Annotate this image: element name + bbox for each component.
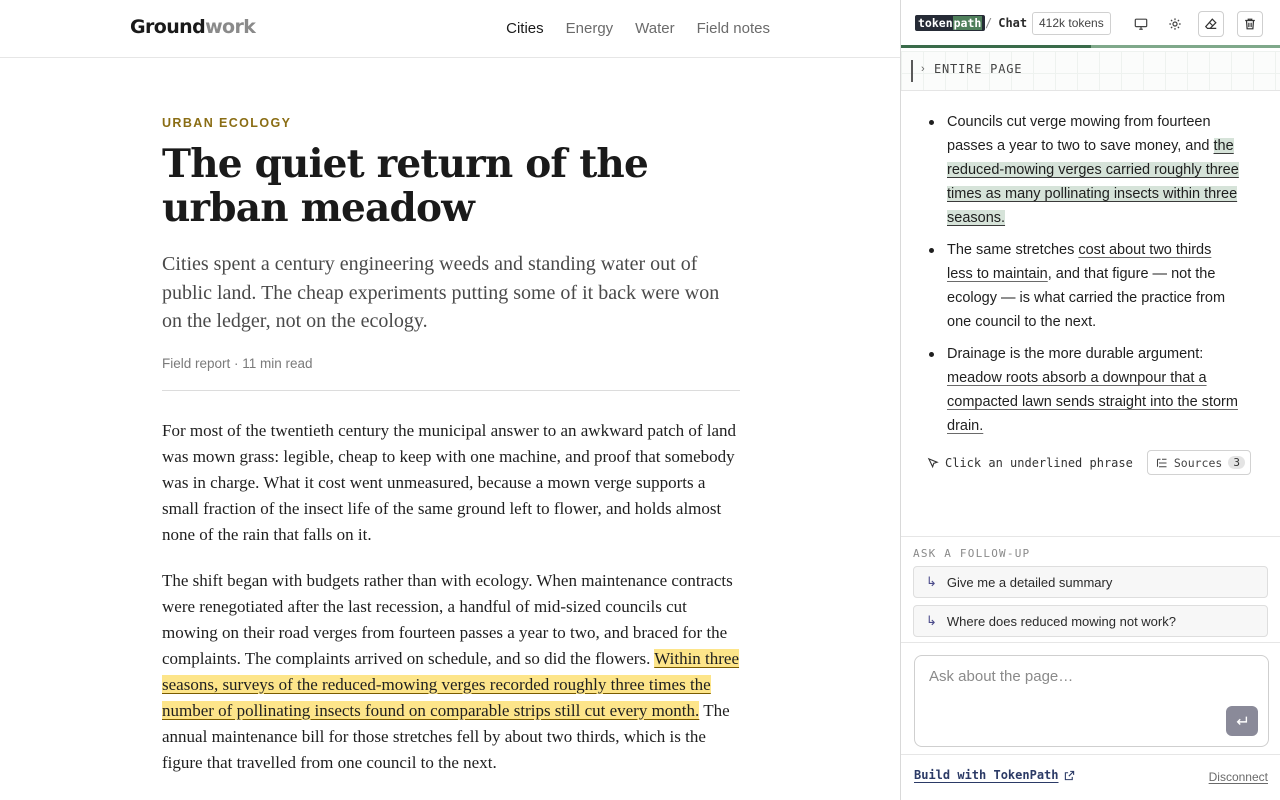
- answer-bullet-3: [927, 342, 1241, 438]
- citation-hint-text: Click an underlined phrase: [945, 455, 1133, 470]
- article-kicker: URBAN ECOLOGY: [162, 116, 292, 130]
- brand-logo: [915, 15, 985, 31]
- citation-hint: [927, 456, 1133, 470]
- reply-arrow-icon: ↳: [926, 613, 937, 628]
- scope-indicator: [911, 60, 913, 82]
- composer-divider: [901, 642, 1280, 643]
- chat-composer: [914, 655, 1269, 747]
- article-divider: [162, 390, 740, 391]
- external-link-icon: [1064, 770, 1075, 781]
- scope-selector[interactable]: [901, 51, 1280, 91]
- brand-text-path: path: [953, 16, 982, 30]
- scope-label: ENTIRE PAGE: [934, 62, 1023, 76]
- send-button[interactable]: [1226, 706, 1258, 736]
- reply-arrow-icon: ↳: [926, 574, 937, 589]
- header-progress-track: [1091, 45, 1280, 48]
- citation-phrase-1[interactable]: the reduced-mowing verges carried roughly three times as many pollinating insects within three seasons.: [947, 138, 1239, 226]
- disconnect-link[interactable]: Disconnect: [1208, 770, 1268, 784]
- settings-button[interactable]: [1162, 11, 1188, 37]
- build-with-link[interactable]: [914, 768, 1075, 782]
- site-nav: [506, 20, 770, 37]
- nav-item-cities[interactable]: Cities: [506, 20, 544, 37]
- sources-label: Sources: [1173, 455, 1223, 470]
- logo-text-main: Ground: [130, 16, 206, 38]
- site-logo[interactable]: [130, 16, 255, 38]
- answer-bullet-2-lead: The same stretches: [947, 242, 1079, 258]
- nav-item-field-notes[interactable]: Field notes: [696, 20, 770, 37]
- follow-up-section: [901, 536, 1280, 637]
- chat-answer: [927, 110, 1241, 446]
- answer-bullet-2: [927, 238, 1241, 334]
- monitor-icon: [1134, 17, 1148, 31]
- erase-button[interactable]: [1198, 11, 1224, 37]
- sources-button[interactable]: [1147, 450, 1251, 475]
- enter-icon: [1235, 714, 1249, 728]
- paragraph-2-text-before: The shift began with budgets rather than with ecology. When maintenance contracts were renegotiated after the last recession, a handful of mid-sized councils cut mowing on their road verges from fourteen passes a year to two, and braced for the complaints. The complaints arrived on schedule, and so did the flowers.: [162, 570, 733, 668]
- article-dek: Cities spent a century engineering weeds and standing water out of public land. The cheap experiments putting some of it back were won on the ledger, not on the ecology.: [162, 253, 720, 332]
- article-paragraph-1: For most of the twentieth century the municipal answer to an awkward patch of land was mown grass: legible, cheap to keep with one machine, and proof that somebody was in charge. What it cost went unmeasured, because a mown verge supports a small fraction of the insect life of the same ground left to flower, and holds almost none of the rain that falls on it.: [162, 420, 737, 544]
- suggestion-detailed-summary[interactable]: [913, 566, 1268, 598]
- article-byline: Field report · 11 min read: [162, 355, 313, 371]
- paragraph-2-text-after: The annual maintenance bill for those stretches fell by about two thirds, which is the figure that travelled from one council to the next.: [162, 700, 730, 772]
- suggestion-reduced-mowing[interactable]: [913, 605, 1268, 637]
- build-with-label: Build with TokenPath: [914, 768, 1059, 782]
- panel-footer: [901, 754, 1280, 800]
- trash-icon: [1243, 17, 1257, 31]
- chat-input[interactable]: [929, 668, 1209, 728]
- suggestion-label: Give me a detailed summary: [946, 574, 1113, 590]
- chevron-right-icon: ›: [921, 63, 925, 75]
- suggestion-label: Where does reduced mowing not work?: [946, 613, 1176, 629]
- display-button[interactable]: [1128, 11, 1154, 37]
- article-paragraph-2: [162, 568, 740, 776]
- breadcrumb-separator: /: [985, 16, 993, 30]
- citation-phrase-2[interactable]: cost about two thirds less to maintain: [947, 242, 1212, 282]
- article: [162, 116, 740, 776]
- chat-panel: [900, 0, 1280, 800]
- panel-header: [901, 0, 1280, 48]
- nav-item-water[interactable]: Water: [635, 20, 675, 37]
- answer-bullet-3-lead: Drainage is the more durable argument:: [947, 346, 1204, 362]
- citation-phrase-3[interactable]: meadow roots absorb a downpour that a compacted lawn sends straight into the storm drain.: [947, 370, 1238, 434]
- answer-bullet-2-tail: , and that figure — not the ecology — is what carried the practice from one council to the next.: [947, 266, 1226, 330]
- answer-list: [927, 110, 1241, 438]
- article-body: [162, 418, 740, 776]
- highlighted-passage[interactable]: Within three seasons, surveys of the reduced-mowing verges recorded roughly three times the number of pollinating insects found on comparable strips still cut every month.: [162, 648, 740, 720]
- brand-text-token: token: [918, 16, 953, 30]
- list-icon: [1156, 457, 1168, 469]
- cursor-icon: [927, 457, 939, 469]
- eraser-icon: [1204, 17, 1218, 31]
- breadcrumb-current: Chat: [998, 16, 1028, 30]
- token-count-badge: 412k tokens: [1032, 12, 1111, 35]
- gear-icon: [1168, 17, 1182, 31]
- delete-button[interactable]: [1237, 11, 1263, 37]
- site-header: [0, 0, 900, 58]
- answer-bullet-1: [927, 110, 1241, 230]
- logo-text-muted: work: [205, 16, 256, 38]
- nav-item-energy[interactable]: Energy: [565, 20, 614, 37]
- sources-count-badge: 3: [1228, 456, 1245, 469]
- article-headline: The quiet return of the urban meadow: [162, 141, 648, 231]
- follow-up-label: ASK A FOLLOW-UP: [913, 547, 1031, 560]
- answer-bullet-1-lead: Councils cut verge mowing from fourteen passes a year to two to save money, and: [947, 114, 1214, 154]
- citation-hint-row: [927, 450, 1251, 475]
- breadcrumb: [985, 16, 1027, 30]
